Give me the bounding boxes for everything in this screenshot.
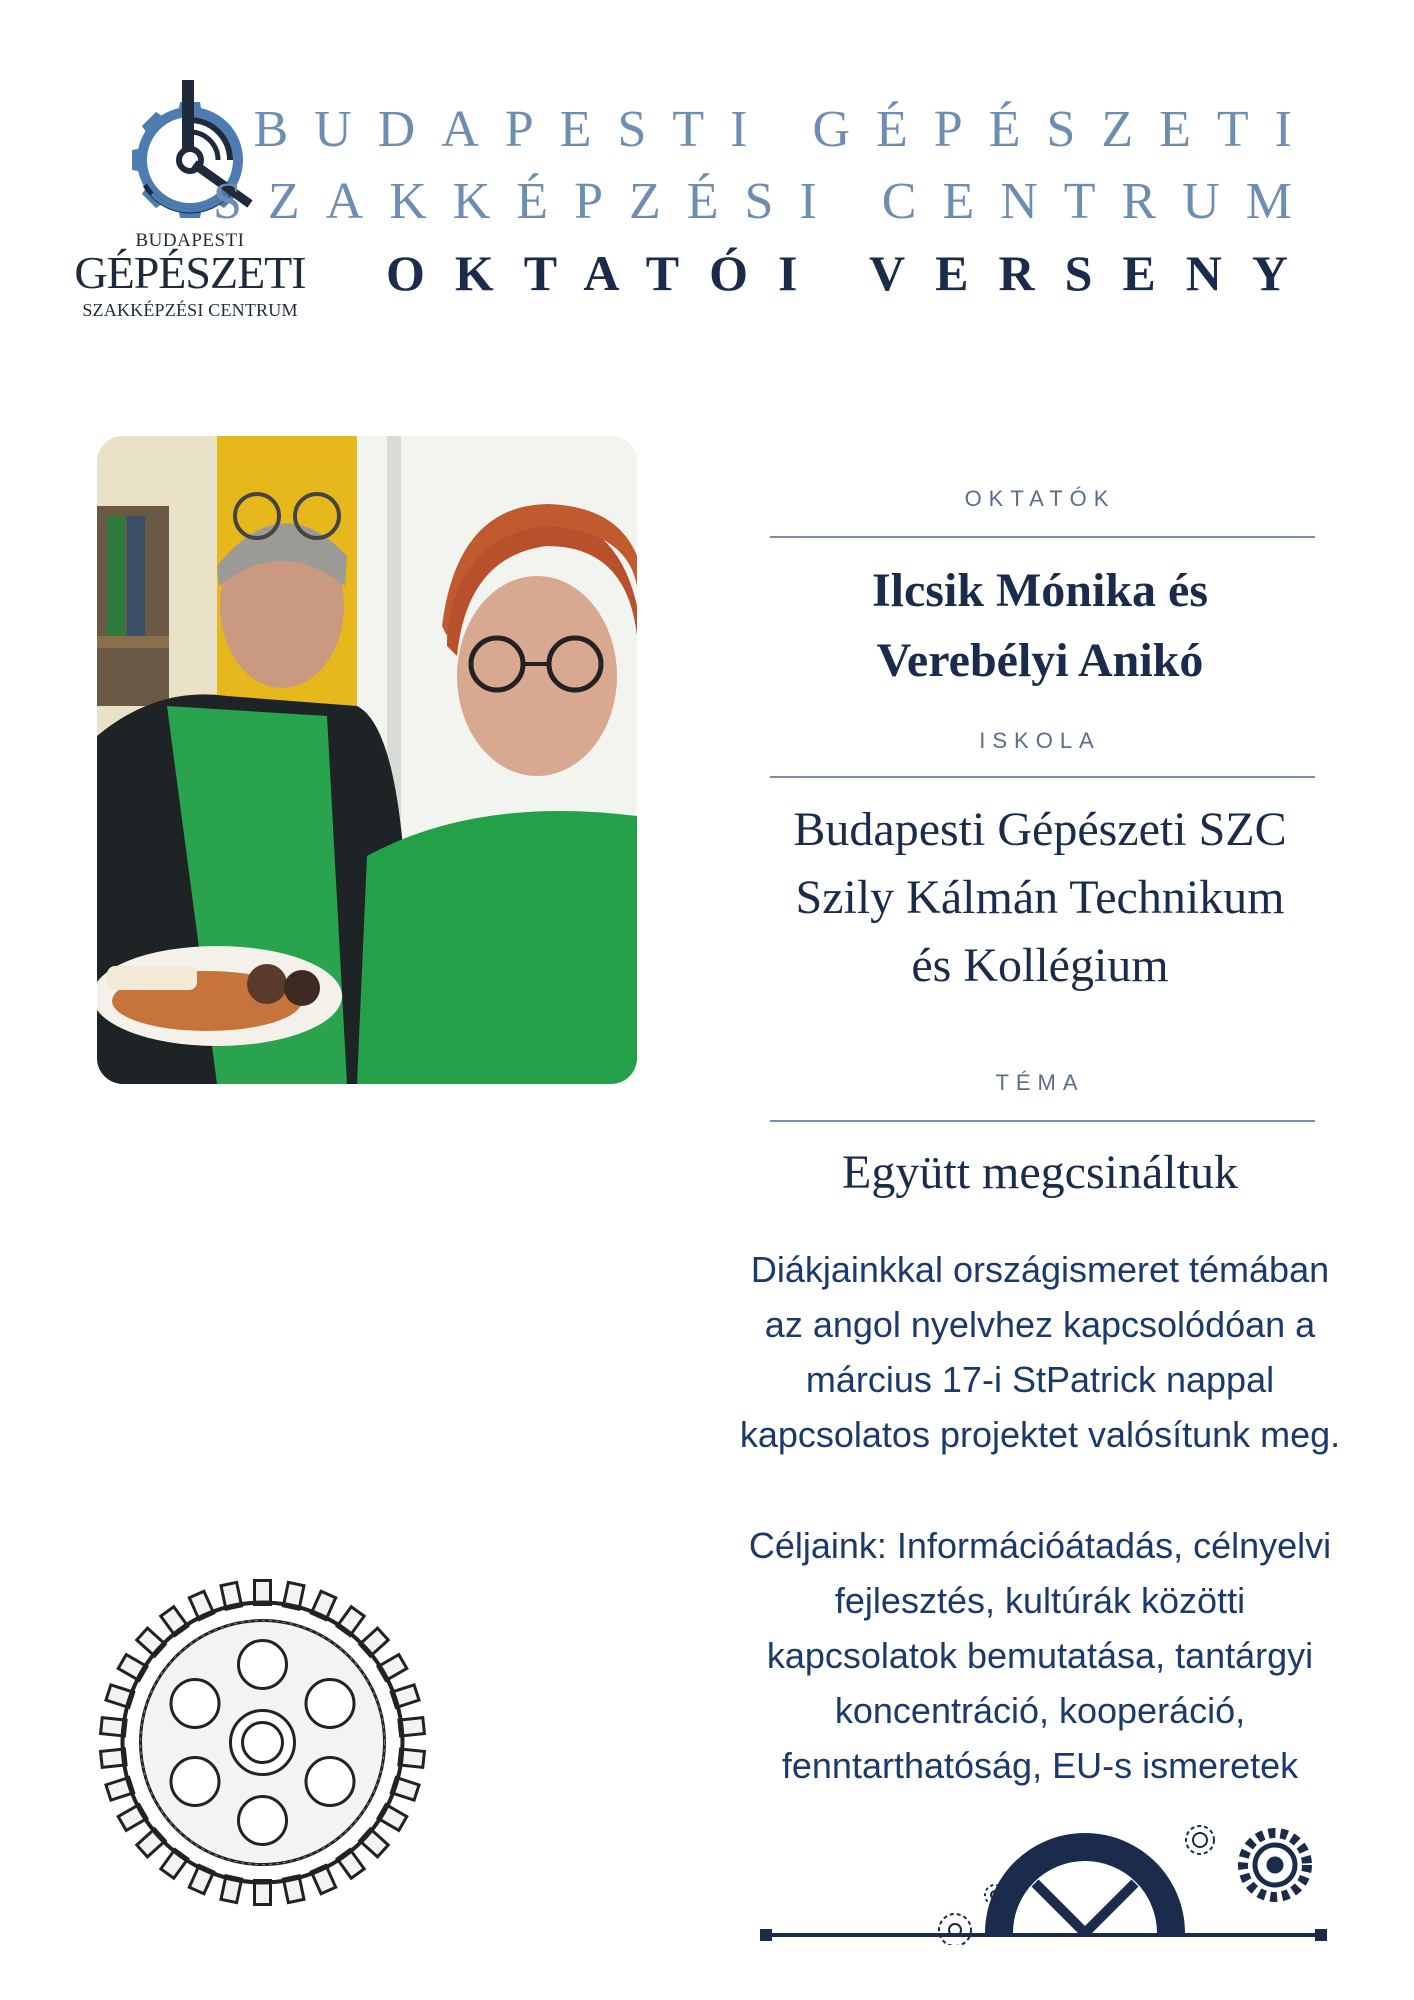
school-label: ISKOLA [979, 728, 1101, 753]
divider [770, 1120, 1315, 1122]
goals-line: fejlesztés, kultúrák közötti [834, 1580, 1246, 1621]
goals-line: Céljaink: Információátadás, célnyelvi [748, 1525, 1332, 1566]
gears-decoration-icon [755, 1825, 1335, 1945]
topic-title: Együtt megcsináltuk [842, 1146, 1238, 1199]
logo-line-2: GÉPÉSZETI [74, 247, 306, 298]
description-line: március 17-i StPatrick nappal [805, 1359, 1275, 1400]
school-line-2: Szily Kálmán Technikum [795, 871, 1285, 924]
goals-line: kapcsolatok bemutatása, tantárgyi [766, 1635, 1314, 1676]
header-line-1: BUDAPESTI GÉPÉSZETI [253, 101, 1318, 158]
teachers-photo [97, 436, 637, 1084]
goals-paragraph [690, 1518, 1390, 1793]
header-title: OKTATÓI VERSENY [385, 245, 1318, 301]
logo-line-3: SZAKKÉPZÉSI CENTRUM [82, 300, 298, 320]
description-line: kapcsolatos projektet valósítunk meg. [739, 1414, 1341, 1455]
description-line: Diákjainkkal országismeret témában [750, 1249, 1330, 1290]
topic-label: TÉMA [995, 1070, 1085, 1095]
divider [770, 536, 1315, 538]
school-line-3: és Kollégium [911, 939, 1169, 992]
teachers-line-1: Ilcsik Mónika és [871, 564, 1209, 617]
header-line-2: SZAKKÉPZÉSI CENTRUM [212, 173, 1318, 230]
teachers-names [745, 556, 1335, 696]
gear-illustration-icon [95, 1575, 430, 1910]
description-paragraph [690, 1242, 1390, 1462]
description-line: az angol nyelvhez kapcsolódóan a [764, 1304, 1316, 1345]
teachers-label: OKTATÓK [964, 486, 1116, 511]
goals-line: koncentráció, kooperáció, [834, 1690, 1246, 1731]
school-line-1: Budapesti Gépészeti SZC [793, 803, 1287, 856]
teachers-line-2: Verebélyi Anikó [876, 634, 1204, 687]
goals-line: fenntarthatóság, EU-s ismeretek [781, 1745, 1299, 1786]
logo-line-1: BUDAPESTI [135, 230, 245, 251]
school-name [745, 796, 1335, 1000]
divider [770, 776, 1315, 778]
